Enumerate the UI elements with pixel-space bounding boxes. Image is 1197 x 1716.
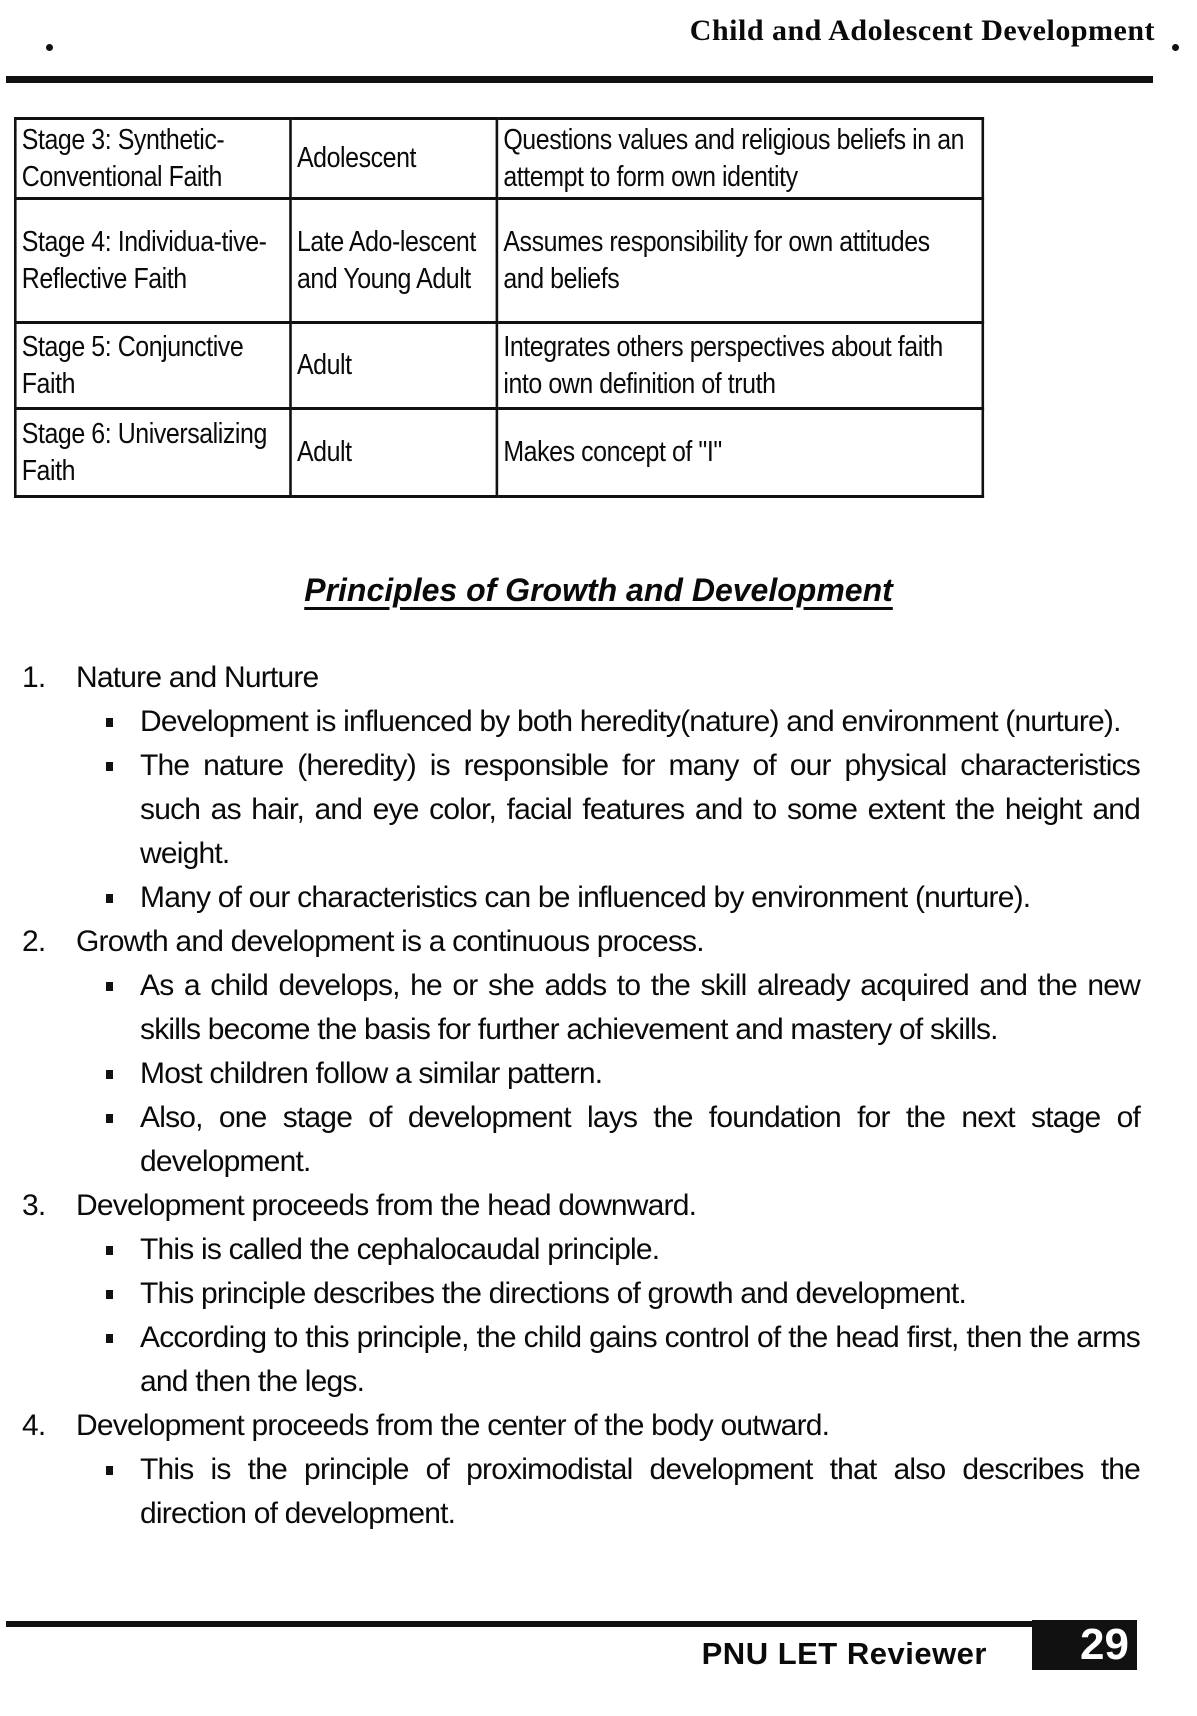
principle-item — [22, 1404, 1140, 1536]
bullet-list — [22, 1448, 1140, 1536]
stage-cell: Stage 6: Universalizing Faith — [15, 409, 290, 497]
principle-heading: Nature and Nurture — [76, 661, 319, 694]
page-number: 29 — [1032, 1620, 1137, 1670]
age-cell: Late Ado-lescent and Young Adult — [290, 199, 496, 323]
principle-item — [22, 920, 1140, 1184]
description-cell: Assumes responsibility for own attitudes and beliefs — [497, 199, 983, 323]
bullet-list — [22, 964, 1140, 1184]
description-cell: Makes concept of "I" — [497, 409, 983, 497]
bullet-item: Also, one stage of development lays the foundation for the next stage of development. — [140, 1096, 1140, 1184]
age-cell: Adult — [290, 323, 496, 409]
principle-number: 4. — [22, 1409, 46, 1442]
bullet-list — [22, 700, 1140, 920]
footer-rule — [6, 1621, 1137, 1627]
section-title: Principles of Growth and Development — [304, 572, 893, 608]
bullet-item: According to this principle, the child gains control of the head first, then the arms and then the legs. — [140, 1316, 1140, 1404]
running-title: Child and Adolescent Development — [689, 14, 1155, 47]
principle-heading: Development proceeds from the head downward. — [76, 1189, 697, 1222]
principle-number: 1. — [22, 661, 46, 694]
principles-list — [22, 656, 1140, 1536]
speck-dot — [1172, 44, 1179, 51]
principle-heading: Development proceeds from the center of the body outward. — [76, 1409, 830, 1442]
stage-cell: Stage 3: Synthetic-Conventional Faith — [15, 119, 290, 199]
bullet-item: This principle describes the directions of growth and development. — [140, 1272, 1140, 1316]
principle-heading: Growth and development is a continuous process. — [76, 925, 704, 958]
faith-stages-table — [14, 117, 984, 498]
principle-number: 3. — [22, 1189, 46, 1222]
age-cell: Adult — [290, 409, 496, 497]
description-cell: Integrates others perspectives about faith into own definition of truth — [497, 323, 983, 409]
bullet-list — [22, 1228, 1140, 1404]
header-rule — [6, 76, 1153, 83]
stage-cell: Stage 5: Conjunctive Faith — [15, 323, 290, 409]
bullet-item: Many of our characteristics can be influenced by environment (nurture). — [140, 876, 1140, 920]
speck-dot — [46, 44, 53, 51]
table-row — [15, 323, 983, 409]
table-row — [15, 119, 983, 199]
principle-item — [22, 1184, 1140, 1404]
stage-cell: Stage 4: Individua-tive-Reflective Faith — [15, 199, 290, 323]
principle-number: 2. — [22, 925, 46, 958]
bullet-item: As a child develops, he or she adds to the skill already acquired and the new skills become the basis for further achievement and mastery of skills. — [140, 964, 1140, 1052]
bullet-item: This is called the cephalocaudal principle. — [140, 1228, 1140, 1272]
bullet-item: The nature (heredity) is responsible for many of our physical characteristics such as hair, and eye color, facial features and to some extent the height and weight. — [140, 744, 1140, 876]
bullet-item: This is the principle of proximodistal development that also describes the direction of development. — [140, 1448, 1140, 1536]
description-cell: Questions values and religious beliefs in an attempt to form own identity — [497, 119, 983, 199]
table-row — [15, 199, 983, 323]
table-row — [15, 409, 983, 497]
bullet-item: Most children follow a similar pattern. — [140, 1052, 1140, 1096]
age-cell: Adolescent — [290, 119, 496, 199]
principle-item — [22, 656, 1140, 920]
book-title: PNU LET Reviewer — [701, 1636, 987, 1671]
bullet-item: Development is influenced by both heredity(nature) and environment (nurture). — [140, 700, 1140, 744]
